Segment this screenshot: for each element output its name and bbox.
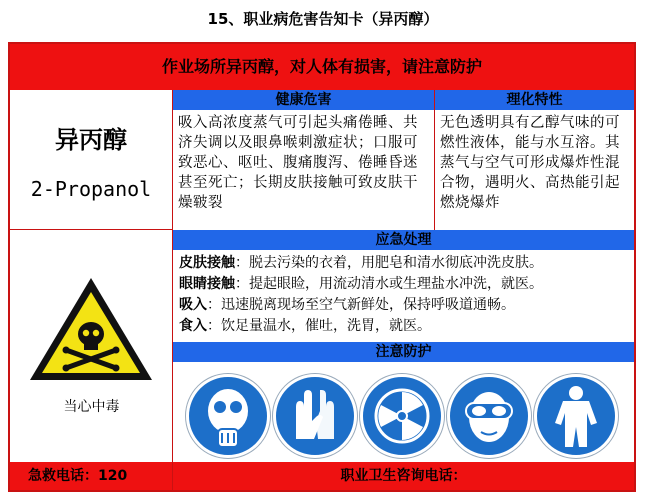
substance-name-cell: [10, 90, 173, 230]
emergency-section: [173, 230, 634, 342]
warning-banner: 作业场所异丙醇，对人体有损害，请注意防护: [10, 44, 634, 90]
hazard-notice-card: [8, 42, 636, 492]
protective-suit-icon: [534, 374, 618, 458]
gloves-icon: [273, 374, 357, 458]
goggles-icon: [447, 374, 531, 458]
substance-name-en: 2-Propanol: [30, 177, 152, 201]
hazard-sign-label: 当心中毒: [63, 399, 120, 415]
health-hazard-section: [173, 90, 435, 230]
emergency-header: 应急处理: [173, 230, 634, 250]
card-title: 15、职业病危害告知卡（异丙醇）: [207, 10, 439, 28]
protection-header: 注意防护: [173, 342, 634, 362]
health-hazard-text: 吸入高浓度蒸气可引起头痛倦睡、共济失调以及眼鼻喉刺激症状；口服可致恶心、呕吐、腹痛腹泻、倦睡昏迷甚至死亡；长期皮肤接触可致皮肤干燥皲裂: [173, 110, 435, 237]
physchem-text: 无色透明具有乙醇气味的可燃性液体，能与水互溶。其蒸气与空气可形成爆炸性混合物，遇明火、高热能引起燃烧爆炸: [435, 110, 634, 237]
emergency-phone: 急救电话：120: [10, 462, 173, 490]
physchem-header: 理化特性: [435, 90, 634, 110]
emergency-item-skin: 皮肤接触：脱去污染的衣着，用肥皂和清水彻底冲洗皮肤。: [179, 255, 543, 271]
hazard-sign-cell: [10, 230, 173, 462]
substance-name-cn: 异丙醇: [55, 126, 127, 154]
emergency-item-ingestion: 食入：饮足量温水，催吐，洗胃，就医。: [179, 318, 431, 334]
emergency-item-eyes: 眼睛接触：提起眼睑，用流动清水或生理盐水冲洗，就医。: [179, 276, 543, 292]
occupational-consult-phone: 职业卫生咨询电话：: [340, 468, 467, 484]
ventilation-icon: [360, 374, 444, 458]
health-hazard-header: 健康危害: [173, 90, 435, 110]
physchem-section: [435, 90, 634, 230]
gas-mask-icon: [186, 374, 270, 458]
emergency-item-inhalation: 吸入：迅速脱离现场至空气新鲜处，保持呼吸道通畅。: [179, 297, 515, 313]
toxic-warning-icon: [26, 274, 156, 384]
